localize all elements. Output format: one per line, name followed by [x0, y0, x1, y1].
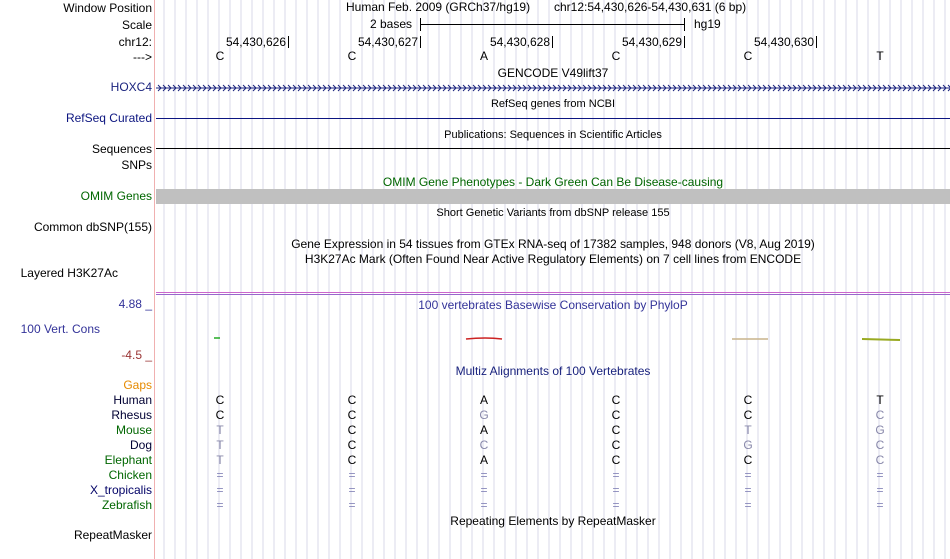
- reference-base: C: [611, 49, 621, 63]
- track-title-gencode: GENCODE V49lift37: [497, 66, 609, 80]
- track-label-panel: [0, 0, 154, 559]
- alignment-base: C: [875, 453, 885, 467]
- track-title-repeatmasker: Repeating Elements by RepeatMasker: [450, 514, 656, 528]
- track-title-publications: Publications: Sequences in Scientific Articles: [444, 129, 662, 141]
- track-title-phylop: 100 vertebrates Basewise Conservation by PhyloP: [418, 298, 688, 312]
- label-sequences[interactable]: Sequences: [91, 142, 152, 156]
- label-snps[interactable]: SNPs: [121, 158, 152, 172]
- label-refseq-curated[interactable]: RefSeq Curated: [65, 111, 152, 125]
- species-label-rhesus[interactable]: Rhesus: [111, 408, 152, 422]
- ruler-tick: [816, 36, 817, 48]
- alignment-base: =: [876, 483, 884, 497]
- ruler-label: 54,430,628: [489, 35, 550, 49]
- track-title-h3k27ac: H3K27Ac Mark (Often Found Near Active Regulatory Elements) on 7 cell lines from ENCODE: [304, 252, 802, 266]
- ruler-tick: [684, 36, 685, 48]
- ruler-label: 54,430,627: [357, 35, 418, 49]
- alignment-base: C: [215, 408, 225, 422]
- ruler-label: 54,430,630: [753, 35, 814, 49]
- alignment-base: A: [479, 393, 488, 407]
- species-label-dog[interactable]: Dog: [129, 438, 152, 452]
- species-label-human[interactable]: Human: [113, 393, 152, 407]
- alignment-base: C: [743, 393, 753, 407]
- reference-base: C: [347, 49, 357, 63]
- alignment-base: C: [611, 438, 621, 452]
- ruler-label: 54,430,626: [225, 35, 286, 49]
- alignment-base: C: [215, 393, 225, 407]
- label-common-dbsnp[interactable]: Common dbSNP(155): [33, 220, 152, 234]
- alignment-base: =: [216, 498, 224, 512]
- alignment-base: C: [875, 438, 885, 452]
- alignment-base: G: [743, 438, 753, 452]
- alignment-base: A: [479, 423, 488, 437]
- species-label-elephant[interactable]: Elephant: [104, 453, 152, 467]
- alignment-base: C: [611, 408, 621, 422]
- alignment-base: C: [347, 408, 357, 422]
- alignment-base: T: [216, 438, 224, 452]
- label-100-vert-cons[interactable]: 100 Vert. Cons: [20, 322, 100, 336]
- scale-db: hg19: [694, 17, 721, 31]
- alignment-base: =: [612, 468, 620, 482]
- label-phylop-max: 4.88 _: [118, 297, 152, 311]
- label-scale: Scale: [121, 18, 152, 32]
- alignment-base: =: [348, 468, 356, 482]
- ruler-tick: [552, 36, 553, 48]
- alignment-base: T: [876, 393, 884, 407]
- track-title-omim: OMIM Gene Phenotypes - Dark Green Can Be Disease-causing: [382, 175, 724, 189]
- phylop-signal[interactable]: [156, 334, 950, 344]
- alignment-base: =: [744, 483, 752, 497]
- reference-base: T: [876, 49, 884, 63]
- alignment-base: =: [480, 483, 488, 497]
- alignment-base: C: [611, 393, 621, 407]
- label-gaps[interactable]: Gaps: [123, 378, 152, 392]
- alignment-base: =: [480, 468, 488, 482]
- sequences-feature-line[interactable]: [156, 148, 950, 149]
- alignment-base: T: [216, 453, 224, 467]
- reference-base: C: [743, 49, 753, 63]
- label-phylop-min: -4.5 _: [121, 348, 152, 362]
- alignment-base: =: [480, 498, 488, 512]
- panel-divider: [154, 0, 155, 559]
- alignment-base: C: [347, 423, 357, 437]
- label-layered-h3k27ac[interactable]: Layered H3K27Ac: [20, 266, 118, 280]
- reference-base: A: [479, 49, 488, 63]
- alignment-base: =: [612, 483, 620, 497]
- assembly-title: Human Feb. 2009 (GRCh37/hg19): [346, 0, 531, 14]
- alignment-base: =: [744, 498, 752, 512]
- ruler-label: 54,430,629: [621, 35, 682, 49]
- alignment-base: C: [743, 408, 753, 422]
- gene-hoxc4-feature[interactable]: [156, 82, 950, 94]
- alignment-base: C: [611, 423, 621, 437]
- track-title-gtex: Gene Expression in 54 tissues from GTEx RNA-seq of 17382 samples, 948 donors (V8, Aug 2019): [291, 237, 815, 251]
- track-title-multiz: Multiz Alignments of 100 Vertebrates: [455, 364, 651, 378]
- label-omim-genes[interactable]: OMIM Genes: [80, 189, 152, 203]
- h3k27ac-line-upper: [156, 292, 950, 293]
- alignment-base: T: [216, 423, 224, 437]
- alignment-base: G: [875, 423, 885, 437]
- track-title-dbsnp: Short Genetic Variants from dbSNP release 155: [436, 207, 670, 219]
- alignment-base: =: [876, 468, 884, 482]
- alignment-base: C: [347, 438, 357, 452]
- label-window-position: Window Position: [63, 1, 152, 15]
- species-label-chicken[interactable]: Chicken: [108, 468, 152, 482]
- omim-feature-bar[interactable]: [156, 189, 950, 204]
- alignment-base: A: [479, 453, 488, 467]
- window-position-text: chr12:54,430,626-54,430,631 (6 bp): [554, 0, 747, 14]
- track-title-refseq: RefSeq genes from NCBI: [490, 98, 616, 110]
- label-repeatmasker[interactable]: RepeatMasker: [73, 528, 152, 542]
- label-chrom: chr12:: [118, 35, 152, 49]
- alignment-base: =: [612, 498, 620, 512]
- alignment-base: C: [743, 453, 753, 467]
- alignment-base: C: [479, 438, 489, 452]
- scale-bar-left-tick: [420, 18, 421, 31]
- alignment-base: C: [875, 408, 885, 422]
- h3k27ac-line-lower: [156, 294, 950, 295]
- alignment-base: =: [876, 498, 884, 512]
- browser-data-area[interactable]: [156, 0, 950, 559]
- alignment-base: T: [744, 423, 752, 437]
- scale-label: 2 bases: [370, 17, 413, 31]
- alignment-base: C: [347, 393, 357, 407]
- alignment-base: =: [348, 498, 356, 512]
- scale-bar-right-tick: [684, 18, 685, 31]
- alignment-base: =: [216, 468, 224, 482]
- alignment-base: =: [348, 483, 356, 497]
- alignment-base: =: [216, 483, 224, 497]
- alignment-base: =: [744, 468, 752, 482]
- refseq-feature-line[interactable]: [156, 118, 950, 119]
- reference-base: C: [215, 49, 225, 63]
- label-strand: --->: [133, 50, 152, 64]
- species-label-mouse[interactable]: Mouse: [115, 423, 152, 437]
- label-hoxc4[interactable]: HOXC4: [110, 80, 152, 94]
- ruler-tick: [420, 36, 421, 48]
- alignment-base: C: [347, 453, 357, 467]
- alignment-base: G: [479, 408, 489, 422]
- species-label-x_tropicalis[interactable]: X_tropicalis: [89, 483, 152, 497]
- ruler-tick: [288, 36, 289, 48]
- species-label-zebrafish[interactable]: Zebrafish: [101, 498, 152, 512]
- alignment-base: C: [611, 453, 621, 467]
- scale-bar: [421, 24, 685, 25]
